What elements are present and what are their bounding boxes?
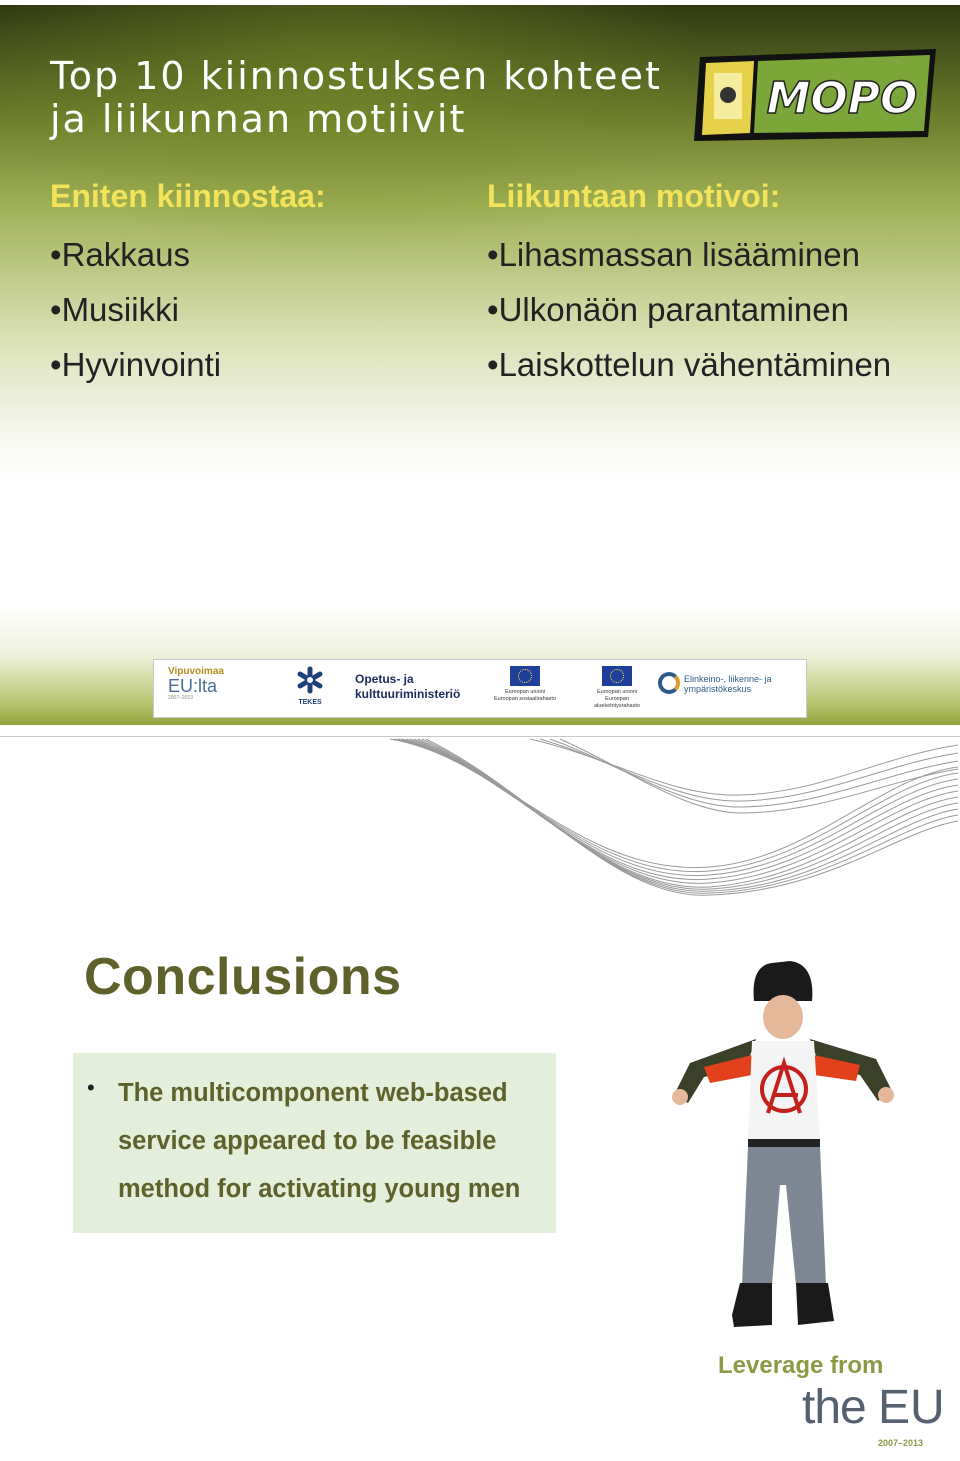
ely-label: Elinkeino-, liikenne- ja ympäristökeskus: [684, 674, 772, 694]
eakr-logo: [582, 666, 652, 710]
slide-conclusions: [0, 736, 960, 1461]
leverage-years: 2007–2013: [878, 1438, 924, 1448]
left-column-heading: Eniten kiinnostaa:: [50, 178, 326, 214]
mopo-logo: [692, 45, 940, 143]
bullet-marker: •: [87, 1075, 95, 1100]
list-item: • Ulkonäön parantaminen: [487, 288, 891, 343]
esr-logo: [490, 666, 560, 703]
tekes-logo: [292, 666, 328, 706]
leverage-heading: Leverage from: [718, 1352, 884, 1379]
list-item: • Lihasmassan lisääminen: [487, 233, 891, 288]
tekes-star-icon: [295, 666, 325, 694]
list-item: • Rakkaus: [50, 233, 221, 288]
conclusion-text: The multicomponent web-based service appeared to be feasible method for activating young men: [118, 1079, 521, 1203]
vipuvoimaa-label: Vipuvoimaa: [168, 666, 224, 677]
slide-title: Top 10 kiinnostuksen kohteet ja liikunnan motiivit: [50, 54, 662, 141]
eulta-years: 2007–2013: [168, 695, 194, 701]
leverage-the: the: [802, 1381, 866, 1434]
decorative-wave-lines: [380, 737, 960, 907]
interests-list: [50, 233, 221, 398]
conclusion-box: [73, 1053, 556, 1233]
eakr-label: Euroopan aluekehitysrahasto: [594, 696, 640, 709]
okm-label: Opetus- ja kulttuuriministeriö: [355, 672, 461, 701]
eu-flag-icon: [602, 666, 632, 686]
eulta-label: EU:lta: [168, 676, 218, 696]
leverage-from-the-eu-logo: [718, 1352, 948, 1452]
ely-swirl-icon: [658, 672, 680, 694]
tekes-label: TEKES: [298, 699, 322, 706]
eu-flag-icon: [510, 666, 540, 686]
esr-label: Euroopan sosiaalirahasto: [493, 696, 557, 702]
right-column-heading: Liikuntaan motivoi:: [487, 178, 781, 214]
leverage-eu: EU: [878, 1381, 945, 1434]
vipuvoimaa-logo: [168, 666, 224, 701]
list-item: • Musiikki: [50, 288, 221, 343]
ely-logo: [684, 674, 774, 694]
slide-title: Conclusions: [84, 948, 402, 1006]
eu-label: Euroopan unioni: [504, 689, 546, 695]
motivations-list: [487, 233, 891, 398]
eu-label: Euroopan unioni: [596, 689, 638, 695]
sponsor-logo-strip: [153, 659, 807, 718]
young-man-photo: [660, 955, 900, 1347]
list-item: • Hyvinvointi: [50, 343, 221, 398]
slide-top-10-interests: [0, 5, 960, 725]
list-item: • Laiskottelun vähentäminen: [487, 343, 891, 398]
mopo-logo-text: MOPO: [766, 73, 918, 124]
